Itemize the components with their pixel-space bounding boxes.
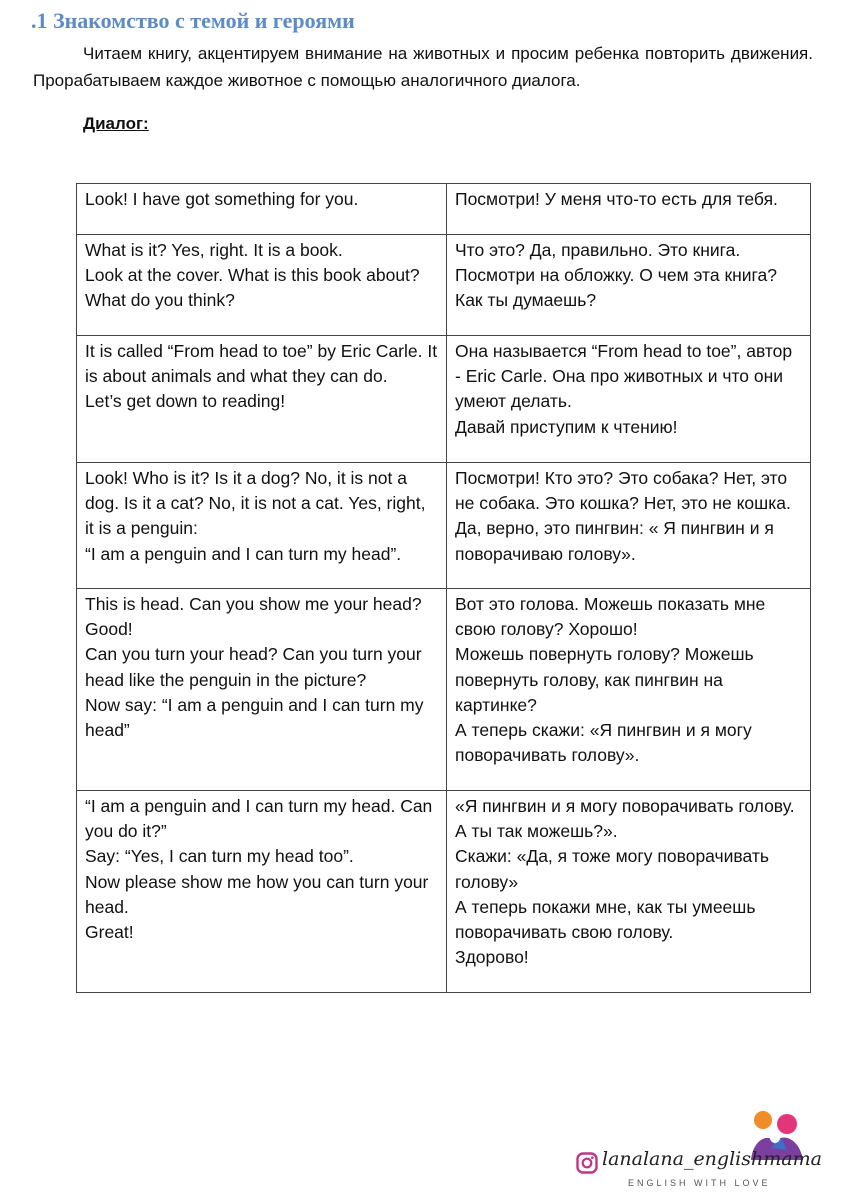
dialog-line: «Я пингвин и я могу поворачивать голову. А ты так можешь?». <box>455 796 795 842</box>
russian-cell <box>447 791 811 993</box>
dialog-line: Say: “Yes, I can turn my head too”. <box>85 846 354 867</box>
russian-cell <box>447 235 811 336</box>
dialog-line: Now please show me how you can turn your head. <box>85 871 429 917</box>
dialog-line: “I am a penguin and I can turn my head”. <box>85 543 402 564</box>
dialog-table <box>76 183 811 993</box>
english-cell <box>77 235 447 336</box>
table-row <box>77 791 811 993</box>
dialog-line: This is head. Can you show me your head? Good! <box>85 594 422 640</box>
instagram-icon <box>576 1152 598 1174</box>
dialog-line: “I am a penguin and I can turn my head. Can you do it?” <box>85 796 433 842</box>
dialog-line: Она называется “From head to toe”, автор - Eric Carle. Она про животных и что они умеют делать. <box>455 341 793 412</box>
english-cell <box>77 463 447 589</box>
dialog-line: Что это? Да, правильно. Это книга. <box>455 240 741 260</box>
dialog-line: Здорово! <box>455 947 529 968</box>
table-row <box>77 235 811 336</box>
dialog-line: Look! Who is it? Is it a dog? No, it is not a dog. Is it a cat? No, it is not a cat. Yes, right, it is a penguin: <box>85 468 426 539</box>
dialog-line: Great! <box>85 922 134 943</box>
russian-cell <box>447 336 811 463</box>
instagram-handle: lanalana_englishmama <box>602 1148 822 1170</box>
dialog-line: Посмотри! У меня что-то есть для тебя. <box>455 189 778 209</box>
dialog-line: А теперь покажи мне, как ты умеешь поворачивать свою голову. <box>455 896 756 943</box>
dialog-line: Now say: “I am a penguin and I can turn my head” <box>85 694 424 741</box>
dialog-line: Посмотри на обложку. О чем эта книга? Как ты думаешь? <box>455 265 778 311</box>
russian-cell <box>447 463 811 589</box>
dialog-line: Look! I have got something for you. <box>85 189 359 209</box>
russian-cell <box>447 184 811 235</box>
dialog-line: It is called “From head to toe” by Eric Carle. It is about animals and what they can do. <box>85 341 438 387</box>
dialog-line: Скажи: «Да, я тоже могу поворачивать голову» <box>455 846 770 892</box>
intro-paragraph: Читаем книгу, акцентируем внимание на животных и просим ребенка повторить движения. Прорабатываем каждое животное с помощью аналогичного диалога. <box>33 44 813 90</box>
table-row <box>77 589 811 791</box>
brand-logo <box>576 1108 822 1192</box>
russian-cell <box>447 589 811 791</box>
table-row <box>77 463 811 589</box>
dialog-line: Let’s get down to reading! <box>85 391 286 412</box>
dialog-line: Look at the cover. What is this book about? What do you think? <box>85 265 420 311</box>
dialog-line: Можешь повернуть голову? Можешь повернуть голову, как пингвин на картинке? <box>455 644 754 715</box>
dialog-label: Диалог: <box>83 114 149 133</box>
dialog-line: Вот это голова. Можешь показать мне свою голову? Хорошо! <box>455 594 766 640</box>
dialog-line: What is it? Yes, right. It is a book. <box>85 240 343 260</box>
english-cell <box>77 791 447 993</box>
dialog-line: Посмотри! Кто это? Это собака? Нет, это не собака. Это кошка? Нет, это не кошка. Да, верно, это пингвин: « Я пингвин и я поворачиваю голову». <box>455 468 791 564</box>
section-title: .1 Знакомство с темой и героями <box>31 8 355 33</box>
english-cell <box>77 336 447 463</box>
dialog-line: А теперь скажи: «Я пингвин и я могу поворачивать голову». <box>455 720 752 766</box>
english-cell <box>77 184 447 235</box>
english-cell <box>77 589 447 791</box>
brand-tagline: ENGLISH WITH LOVE <box>628 1178 771 1188</box>
table-row <box>77 336 811 463</box>
table-row <box>77 184 811 235</box>
dialog-line: Давай приступим к чтению! <box>455 416 678 437</box>
dialog-line: Can you turn your head? Can you turn your head like the penguin in the picture? <box>85 644 422 690</box>
